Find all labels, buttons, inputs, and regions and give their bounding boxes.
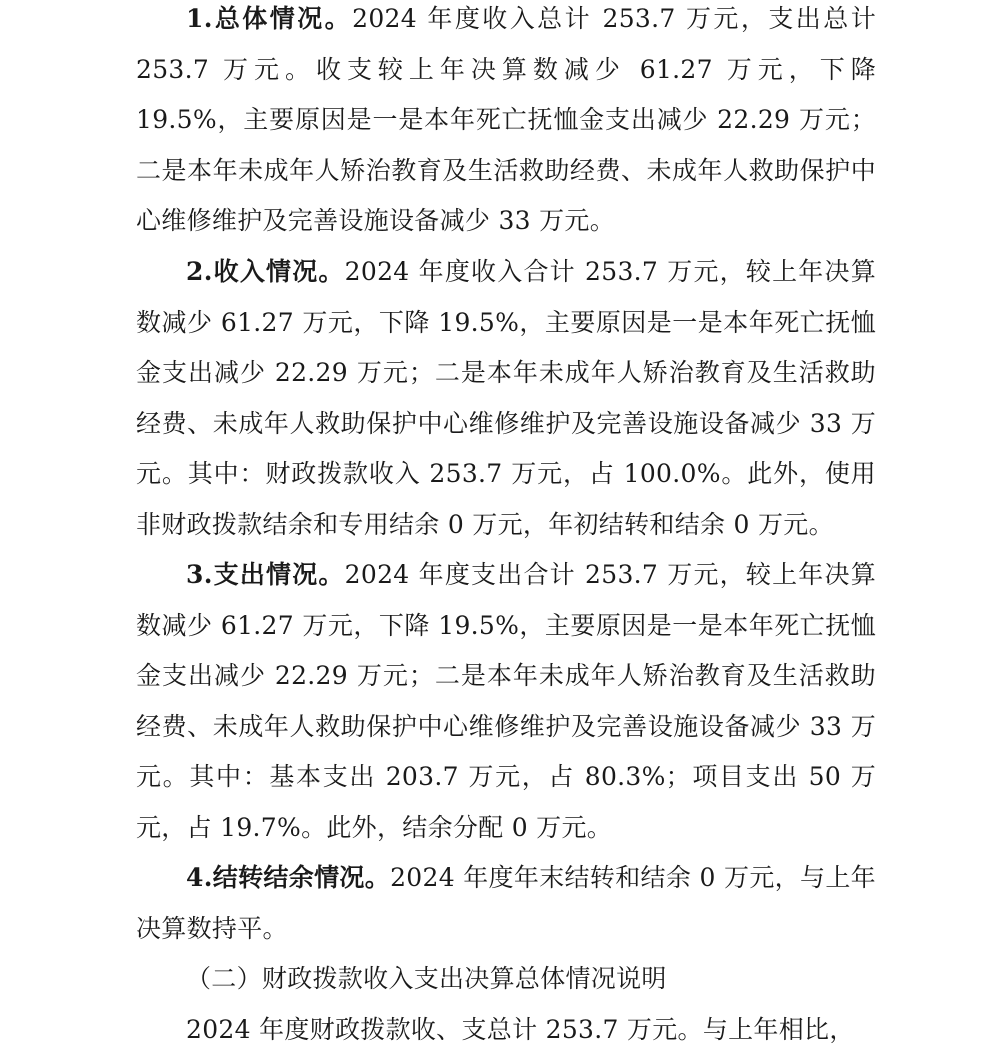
section-subheading: （二）财政拨款收入支出决算总体情况说明 [186,964,667,993]
paragraph-label: 1.总体情况。 [186,4,353,33]
paragraph-text: 2024 年度收入合计 253.7 万元，较上年决算数减少 61.27 万元，下降 19.5%，主要原因是一是本年死亡抚恤金支出减少 22.29 万元；二是本年未成年人矫治教育及生活救助经费、未成年人救助保护中心维修维护及完善设施设备减少 33 万元。其中：财政拨款收入 253.7 万元，占 100.0%。此外，使用非财政拨款结余和专用结余 0 万元，年初结转和结余 0 万元。 [136,257,877,539]
paragraph-expenditure [136,550,876,853]
paragraph-overall [136,0,876,247]
paragraph-text: 2024 年度支出合计 253.7 万元，较上年决算数减少 61.27 万元，下降 19.5%，主要原因是一是本年死亡抚恤金支出减少 22.29 万元；二是本年未成年人矫治教育及生活救助经费、未成年人救助保护中心维修维护及完善设施设备减少 33 万元。其中：基本支出 203.7 万元，占 80.3%；项目支出 50 万元，占 19.7%。此外，结余分配 0 万元。 [136,560,877,842]
paragraph-carryover [136,853,876,954]
paragraph-label: 3.支出情况。 [186,560,345,589]
paragraph-text: 2024 年度收入总计 253.7 万元，支出总计 253.7 万元。收支较上年决算数减少 61.27 万元，下降 19.5%，主要原因是一是本年死亡抚恤金支出减少 22.29 万元；二是本年未成年人矫治教育及生活救助经费、未成年人救助保护中心维修维护及完善设施设备减少 33 万元。 [136,4,876,235]
paragraph-fiscal-summary: 2024 年度财政拨款收、支总计 253.7 万元。与上年相比， [186,1015,855,1044]
paragraph-income [136,247,876,550]
paragraph-label: 2.收入情况。 [186,257,345,286]
paragraph-text: 2024 年度年末结转和结余 0 万元，与上年决算数持平。 [136,863,876,943]
paragraph-label: 4.结转结余情况。 [186,863,391,892]
